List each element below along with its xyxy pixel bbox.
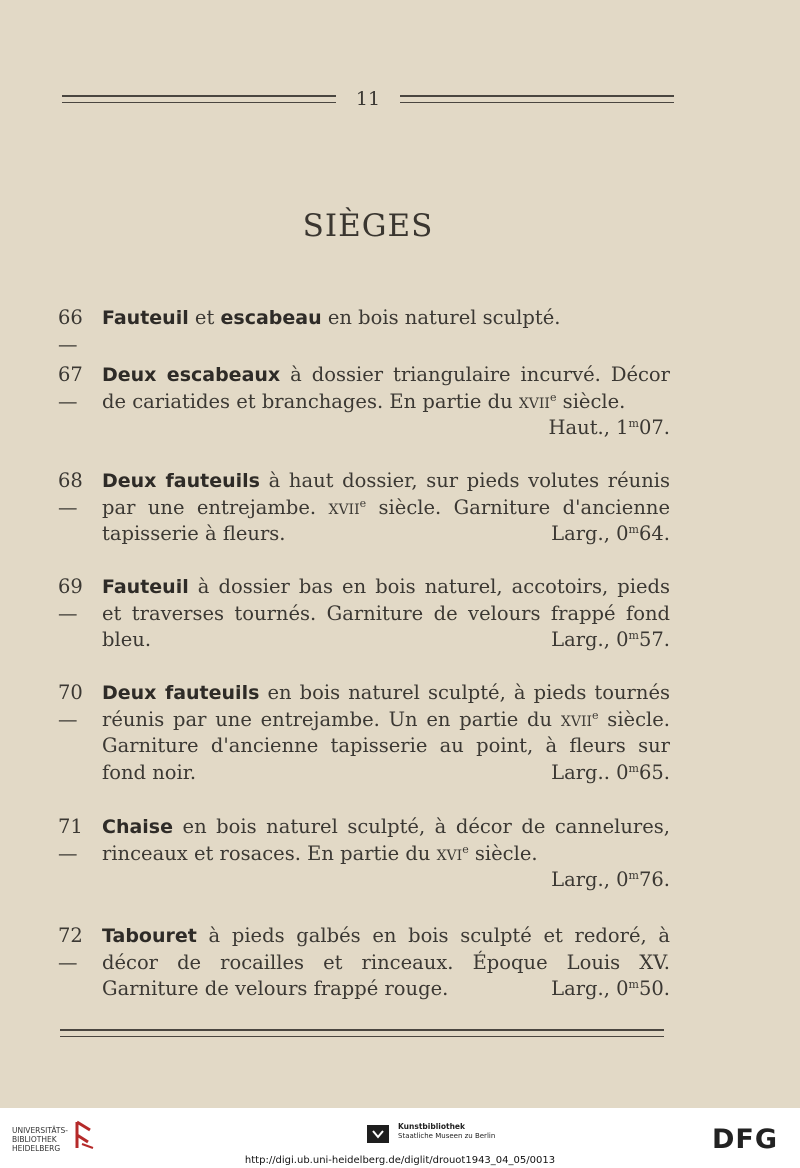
page-number: 11 (355, 88, 381, 110)
lot-entry (58, 362, 670, 442)
lot-number: 71 — (58, 815, 83, 865)
lot-number: 72 — (58, 924, 83, 974)
lot-title: Deux fauteuils (102, 470, 260, 492)
lot-number: 69 — (58, 575, 83, 625)
lot-dimensions: Larg., 0$^m$50. (551, 977, 670, 1000)
dfg-logo: DFG (712, 1124, 779, 1155)
university-library-logo-icon (74, 1120, 96, 1150)
lot-title: Fauteuil (102, 307, 189, 329)
lot-entry (58, 814, 670, 894)
lot-description: Tabouret à pieds galbés en bois sculpté et redoré, à décor de rocailles et rinceaux. Époque Louis XV. Garniture de velours frappé rouge. Larg., 0$^m$50. (102, 923, 670, 1003)
lot-title-second: escabeau (220, 307, 322, 329)
header-rule-right (400, 95, 674, 103)
lot-description: Deux fauteuils à haut dossier, sur pieds volutes réunis par une entrejambe. xvii$^e$ siècle. Garniture d'ancienne tapisserie à fleurs. Larg., 0$^m$64. (102, 468, 670, 548)
lot-description: Fauteuil et escabeau en bois naturel sculpté. (102, 306, 561, 329)
lot-dimensions: Larg., 0$^m$76. (551, 868, 670, 891)
viewer-footer (0, 1108, 800, 1168)
lot-number: 67 — (58, 363, 83, 413)
lot-entry (58, 468, 670, 548)
lot-entry (58, 305, 670, 356)
lot-title: Fauteuil (102, 576, 189, 598)
lot-dimensions: Larg.. 0$^m$65. (551, 760, 670, 784)
lot-title: Deux escabeaux (102, 364, 281, 386)
lot-description: Chaise en bois naturel sculpté, à décor de cannelures, rinceaux et rosaces. En partie du xvi$^e$ siècle. Larg., 0$^m$76. (102, 814, 670, 894)
lot-description: Deux fauteuils en bois naturel sculpté, à pieds tournés réunis par une entrejambe. Un en partie du xvii$^e$ siècle. Garniture d'ancienne tapisserie au point, à fleurs sur fond noir. Larg.. 0$^m$65. (102, 680, 670, 786)
lot-dimensions: Larg., 0$^m$64. (551, 522, 670, 545)
source-url[interactable]: http://digi.ub.uni-heidelberg.de/diglit/drouot1943_04_05/0013 (244, 1155, 556, 1166)
kunstbibliothek-label: Kunstbibliothek Staatliche Museen zu Berlin (398, 1122, 496, 1140)
section-title: SIÈGES (302, 208, 434, 244)
lot-title: Deux fauteuils (102, 682, 260, 704)
university-library-label: UNIVERSITÄTS- BIBLIOTHEK HEIDELBERG (12, 1126, 68, 1153)
lot-entry (58, 574, 670, 654)
lot-description: Deux escabeaux à dossier triangulaire incurvé. Décor de cariatides et branchages. En partie du xvii$^e$ siècle. Haut., 1$^m$07. (102, 362, 670, 415)
lot-number: 70 — (58, 681, 83, 731)
kunstbibliothek-logo-icon (366, 1122, 390, 1146)
lot-number: 68 — (58, 469, 83, 519)
lot-description: Fauteuil à dossier bas en bois naturel, accotoirs, pieds et traverses tournés. Garniture de velours frappé fond bleu. Larg., 0$^m$57. (102, 574, 670, 654)
lot-dimensions: Larg., 0$^m$57. (551, 628, 670, 651)
lot-title: Tabouret (102, 925, 197, 947)
lot-entry (58, 680, 670, 786)
lot-entry (58, 923, 670, 1003)
lot-dimensions: Haut., 1$^m$07. (548, 416, 670, 439)
header-rule-left (62, 95, 336, 103)
lot-number: 66 — (58, 306, 83, 356)
bottom-rule (60, 1029, 664, 1037)
lot-title: Chaise (102, 816, 173, 838)
